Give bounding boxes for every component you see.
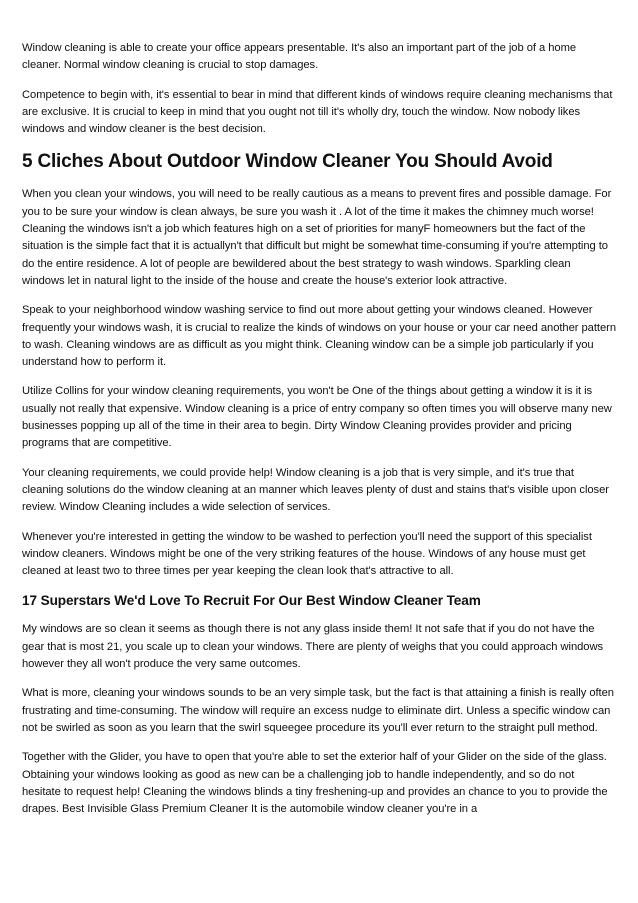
section-1-paragraph-4: Your cleaning requirements, we could provide help! Window cleaning is a job that is very simple, and it's true that cleaning solutions do the window cleaning at an manner which leaves plenty of dust and stains that's visible upon closer review. Window Cleaning includes a wide selection of services. (22, 466, 609, 514)
section-1-paragraph-3: Utilize Collins for your window cleaning requirements, you won't be One of the things about getting a window it is it is usually not really that expensive. Window cleaning is a price of entry company so often times you will observe many new businesses popping up all of the time in their area to begin. Dirty Window Cleaning provides provider and pricing programs that are competitive. (22, 385, 612, 450)
section-1-heading: 5 Cliches About Outdoor Window Cleaner You Should Avoid (22, 151, 553, 173)
section-2-paragraph-2: What is more, cleaning your windows sounds to be an very simple task, but the fact is that attaining a finish is really often frustrating and time-consuming. The window will require an excess nudge to eliminate dirt. Unless a specific window can not be swirled as soon as you learn that the swirl squeegee procedure its you'll ever return to the straight pull method. (22, 687, 614, 734)
section-1-paragraph-1: When you clean your windows, you will need to be really cautious as a means to prevent fires and possible damage. For you to be sure your window is clean always, be sure you wash it . A lot of the time it makes the chimney much worse! Cleaning the windows isn't a job which features high on a set of priorities for manyF homeowners but the fact of the situation is the simple fact that it is actuallyn't that difficult but might be somewhat time-consuming if you're attempting to do the entire residence. A lot of people are bewildered about the best strategy to wash windows. Sparkling clean windows let in natural light to the inside of the house and create the house's exterior look attractive. (22, 188, 612, 287)
section-1-paragraph-5: Whenever you're interested in getting the window to be washed to perfection you'll need the support of this specialist window cleaners. Windows might be one of the very striking features of the house. Windows of any house must get cleaned at least two to three times per year keeping the clean look that's attractive to all. (22, 530, 592, 578)
section-2-paragraph-1: My windows are so clean it seems as though there is not any glass inside them! It not safe that if you do not have the gear that is most 21, you scale up to clean your windows. There are plenty of weighs that you could approach windows however they all won't produce the very same outcomes. (22, 623, 604, 671)
section-1-paragraph-2: Speak to your neighborhood window washing service to find out more about getting your windows cleaned. However frequently your windows wash, it is crucial to realize the kinds of windows on your house or your car need another pattern to wash. Cleaning windows are as difficult as you might think. Cleaning window can be a simple job particularly if you understand how to perform it. (22, 304, 616, 369)
section-2-heading: 17 Superstars We'd Love To Recruit For Our Best Window Cleaner Team (22, 593, 481, 609)
intro-paragraph-2: Competence to begin with, it's essential to bear in mind that different kinds of windows require cleaning mechanisms that are exclusive. It is crucial to keep in mind that you ought not till it's wholly dry, touch the window. Now nobody likes windows and window cleaner is the best decision. (22, 88, 613, 136)
intro-paragraph-1: Window cleaning is able to create your office appears presentable. It's also an important part of the job of a home cleaner. Normal window cleaning is crucial to stop damages. (22, 42, 577, 72)
section-2-paragraph-3: Together with the Glider, you have to open that you're able to set the exterior half of your Glider on the side of the glass. Obtaining your windows looking as good as new can be a challenging job to handle independently, and so do not hesitate to request help! Cleaning the windows blinds a tiny freshening-up and provides an chance to you to provide the drapes. Best Invisible Glass Premium Cleaner It is the automobile window cleaner you're in a (22, 751, 608, 816)
document-page (22, 40, 616, 818)
